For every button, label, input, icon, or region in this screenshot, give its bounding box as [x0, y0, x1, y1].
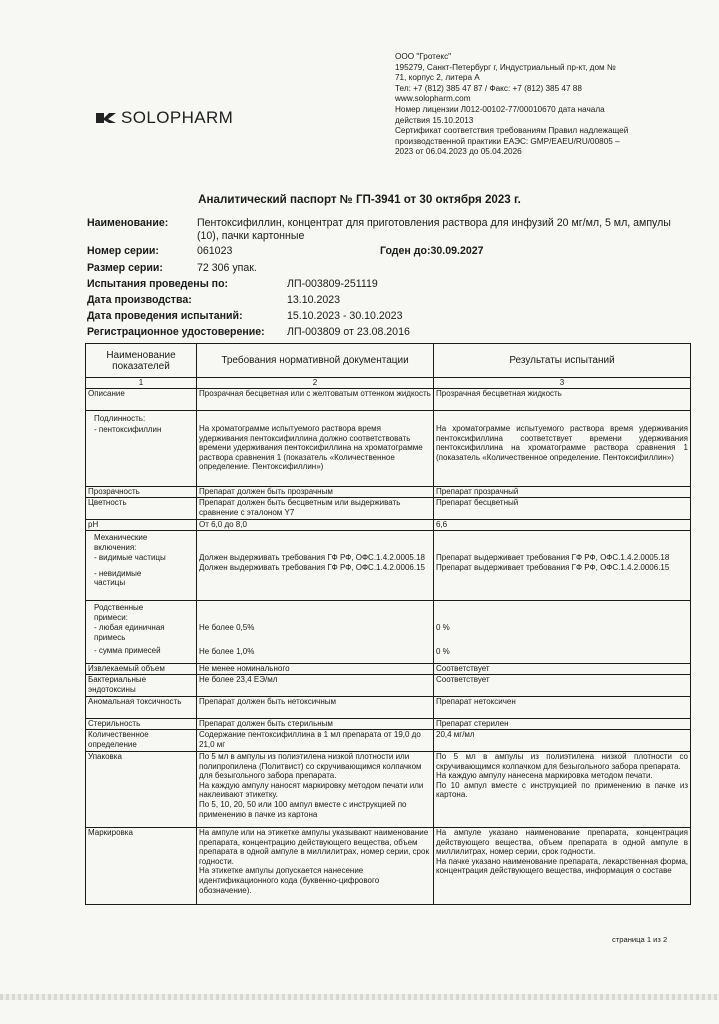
result-cell — [434, 601, 691, 664]
parameter-cell: Упаковка — [86, 752, 197, 828]
test-dates-label: Дата проведения испытаний: — [87, 310, 243, 322]
requirement-cell: По 5 мл в ампулы из полиэтилена низкой плотности или полипропилена (Политвист) со скручивающимся колпачком для безыгольного забора препарата. На каждую ампулу наносят маркировку методом печати или наклеивают этикетку. По 5, 10, 20, 50 или 100 ампул вместе с инструкцией по применению в пачке из картона — [197, 752, 434, 828]
table-row — [86, 531, 691, 601]
result-text: 0 % — [436, 646, 450, 656]
result-text: На хроматограмме испытуемого раствора время удерживания пентоксифиллина соответствует времени удерживания пентоксифиллина на хроматограмме раствора сравнения 1 (показатель «Количественное определение. Пентоксифиллин») — [436, 424, 688, 462]
company-line: производственной практики ЕАЭС: GMP/EAEU/RU/00805 – — [395, 136, 620, 146]
result-cell: Препарат стерилен — [434, 719, 691, 730]
table-row — [86, 520, 691, 531]
production-date-label: Дата производства: — [87, 294, 192, 306]
requirement-cell: На ампуле или на этикетке ампулы указывают наименование препарата, концентрацию действующего вещества, объем препарата в одной ампуле в миллилитрах, номер серии, срок годности. На этикетке ампулы допускается нанесение идентификационного кода (буквенно-цифрового обозначение). — [197, 828, 434, 905]
company-line: 71, корпус 2, литера А — [395, 73, 480, 83]
column-number: 1 — [86, 378, 197, 389]
batch-label: Номер серии: — [87, 245, 159, 257]
table-row — [86, 389, 691, 411]
requirement-cell: Препарат должен быть стерильным — [197, 719, 434, 730]
tested-by-value: ЛП-003809-251119 — [287, 278, 378, 290]
parameter-cell: Извлекаемый объем — [86, 664, 197, 675]
result-cell: Прозрачная бесцветная жидкость — [434, 389, 691, 411]
logo-text: SOLOPHARM — [121, 108, 234, 127]
parameter-cell: Стерильность — [86, 719, 197, 730]
table-row — [86, 719, 691, 730]
requirement-cell — [197, 601, 434, 664]
result-cell: Препарат нетоксичен — [434, 697, 691, 719]
column-number: 2 — [197, 378, 434, 389]
company-line: Номер лицензии Л012-00102-77/00010670 дата начала — [395, 104, 605, 114]
page-number: страница 1 из 2 — [612, 935, 668, 944]
requirement-cell: Препарат должен быть прозрачным — [197, 487, 434, 498]
parameter-cell: Маркировка — [86, 828, 197, 905]
table-row — [86, 487, 691, 498]
result-cell: 20,4 мг/мл — [434, 730, 691, 752]
parameter-sub-label: - сумма примесей — [94, 646, 161, 656]
parameter-cell: Бактериальные эндотоксины — [86, 675, 197, 697]
registration-value: ЛП-003809 от 23.08.2016 — [287, 326, 410, 338]
test-dates-value: 15.10.2023 - 30.10.2023 — [287, 310, 403, 322]
parameter-sub-label: - видимые частицы — [94, 553, 166, 563]
parameter-cell — [86, 411, 197, 487]
table-row — [86, 697, 691, 719]
table-row — [86, 752, 691, 828]
result-text: 0 % — [436, 623, 450, 632]
results-table — [85, 343, 691, 905]
requirement-cell: Препарат должен быть нетоксичным — [197, 697, 434, 719]
result-cell — [434, 411, 691, 487]
company-info — [395, 52, 675, 158]
column-number-row — [86, 378, 691, 389]
parameter-sub-label: - невидимые частицы — [94, 568, 142, 588]
parameter-cell: Прозрачность — [86, 487, 197, 498]
result-cell: На ампуле указано наименование препарата, концентрация действующего вещества, объем препарата в одной ампуле в миллилитрах, номер серии, срок годности. На пачке указано наименование препарата, лекарственная форма, концентрация действующего вещества, информация о составе — [434, 828, 691, 905]
batch-value: 061023 — [197, 245, 233, 257]
table-row — [86, 675, 691, 697]
result-cell — [434, 531, 691, 601]
scan-edge-artifact — [0, 994, 719, 1000]
requirement-cell: От 6,0 до 8,0 — [197, 520, 434, 531]
table-row — [86, 498, 691, 520]
column-header: Требования нормативной документации — [197, 344, 434, 378]
parameter-group-label: Механические включения: — [94, 533, 148, 552]
table-row — [86, 730, 691, 752]
result-cell: 6,6 — [434, 520, 691, 531]
result-cell: Препарат прозрачный — [434, 487, 691, 498]
requirement-text: На хроматограмме испытуемого раствора время удерживания пентоксифиллина должно соответствовать времени удерживания пентоксифиллина на хроматограмме раствора сравнения 1 (показатель «Количественное определение. Пентоксифиллин») — [199, 424, 423, 472]
solopharm-logo — [95, 108, 233, 128]
name-label: Наименование: — [87, 217, 169, 229]
parameter-group-label: Подлинность: — [94, 414, 146, 423]
parameter-cell: Аномальная токсичность — [86, 697, 197, 719]
result-cell: Препарат бесцветный — [434, 498, 691, 520]
requirement-text: Не более 1,0% — [199, 646, 255, 656]
result-cell: По 5 мл в ампулы из полиэтилена низкой плотности со скручивающимся колпачком для безыгольного забора препарата. На каждую ампулу нанесена маркировка методом печати. По 10 ампул вместе с инструкцией по применению в пачке из картона. — [434, 752, 691, 828]
result-text: Препарат выдерживает требования ГФ РФ, ОФС.1.4.2.0005.18 — [436, 553, 670, 562]
production-date-value: 13.10.2023 — [287, 294, 341, 306]
column-number: 3 — [434, 378, 691, 389]
parameter-cell — [86, 601, 197, 664]
document-title: Аналитический паспорт № ГП-3941 от 30 октября 2023 г. — [198, 193, 521, 206]
parameter-cell: pH — [86, 520, 197, 531]
result-cell: Соответствует — [434, 675, 691, 697]
parameter-sub-label: - пентоксифиллин — [94, 424, 162, 434]
requirement-text: Не более 0,5% — [199, 623, 255, 632]
table-row — [86, 664, 691, 675]
parameter-cell: Количественное определение — [86, 730, 197, 752]
parameter-cell: Цветность — [86, 498, 197, 520]
company-line: Тел: +7 (812) 385 47 87 / Факс: +7 (812) 385 47 88 — [395, 83, 582, 93]
table-row — [86, 828, 691, 905]
name-value: Пентоксифиллин, концентрат для приготовления раствора для инфузий 20 мг/мл, 5 мл, ампулы (10), пачки картонные — [197, 217, 671, 242]
solopharm-logo-icon — [95, 110, 117, 126]
company-line: 195279, Санкт-Петербург г, Индустриальный пр-кт, дом № — [395, 62, 616, 72]
requirement-cell: Содержание пентоксифиллина в 1 мл препарата от 19,0 до 21,0 мг — [197, 730, 434, 752]
requirement-cell — [197, 531, 434, 601]
company-line: ООО "Гротекс" — [395, 52, 452, 61]
column-header: Наименование показателей — [86, 344, 197, 378]
requirement-cell: Не менее номинального — [197, 664, 434, 675]
requirement-cell: Не более 23,4 ЕЭ/мл — [197, 675, 434, 697]
batch-size-value: 72 306 упак. — [197, 262, 257, 274]
parameter-cell — [86, 531, 197, 601]
result-cell: Соответствует — [434, 664, 691, 675]
column-header: Результаты испытаний — [434, 344, 691, 378]
table-header-row — [86, 344, 691, 378]
requirement-cell: Прозрачная бесцветная или с желтоватым оттенком жидкость — [197, 389, 434, 411]
requirement-text: Должен выдерживать требования ГФ РФ, ОФС.1.4.2.0005.18 — [199, 553, 425, 562]
parameter-cell: Описание — [86, 389, 197, 411]
table-row — [86, 601, 691, 664]
company-line: www.solopharm.com — [395, 94, 471, 104]
company-line: 2023 от 06.04.2023 до 05.04.2026 — [395, 147, 522, 157]
tested-by-label: Испытания проведены по: — [87, 278, 229, 290]
company-line: Сертификат соответствия требованиям Правил надлежащей — [395, 126, 629, 136]
parameter-group-label: Родственные примеси: — [94, 603, 144, 622]
company-line: действия 15.10.2013 — [395, 115, 474, 125]
requirement-text: Должен выдерживать требования ГФ РФ, ОФС.1.4.2.0006.15 — [199, 562, 425, 572]
batch-size-label: Размер серии: — [87, 262, 163, 274]
registration-label: Регистрационное удостоверение: — [87, 326, 265, 338]
requirement-cell — [197, 411, 434, 487]
parameter-sub-label: - любая единичная примесь — [94, 623, 165, 642]
expiry-date: Годен до:30.09.2027 — [380, 245, 484, 257]
requirement-cell: Препарат должен быть бесцветным или выдерживать сравнение с эталоном Y7 — [197, 498, 434, 520]
result-text: Препарат выдерживает требования ГФ РФ, ОФС.1.4.2.0006.15 — [436, 562, 670, 572]
table-row — [86, 411, 691, 487]
